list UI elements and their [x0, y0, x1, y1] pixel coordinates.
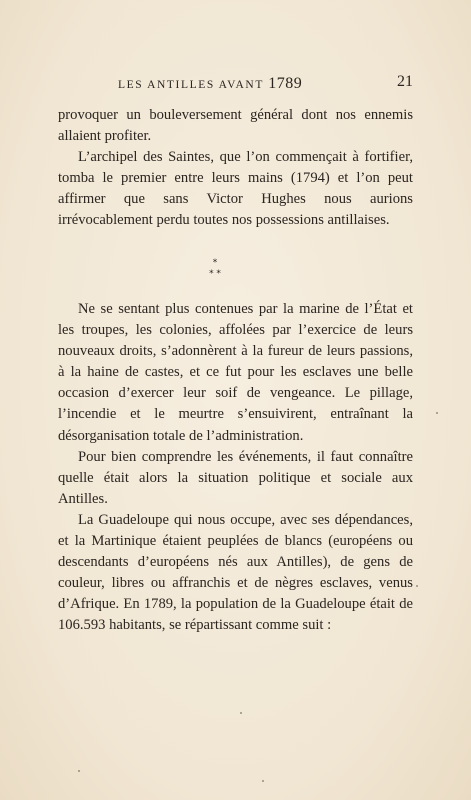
header-year: 1789 [268, 75, 303, 92]
asterism-bottom-stars: * * [209, 269, 221, 279]
paper-speck [78, 770, 80, 772]
section-break-asterism [195, 258, 235, 282]
paper-speck [436, 412, 438, 414]
paragraph: Pour bien comprendre les événements, il faut connaître quelle était alors la situation politique et sociale aux Antilles. [58, 448, 413, 507]
running-header [58, 75, 413, 95]
running-title-text: LES ANTILLES AVANT [118, 79, 264, 91]
paper-speck [262, 780, 264, 782]
paragraph: provoquer un bouleversement général dont nos ennemis allaient profiter. [58, 107, 413, 145]
paragraph: Ne se sentant plus contenues par la marine de l’État et les troupes, les colonies, affolées par l’exercice de leurs nouveaux droits, s’adonnèrent à la fureur de leurs passions, à la haine de castes, et ce fut pour les esclaves une belle occasion d’exercer leur soif de vengeance. Le pillage, l’incendie et le meurtre s’ensuivirent, entraînant la désorganisation totale de l’administration. [58, 301, 413, 444]
paragraph: La Guadeloupe qui nous occupe, avec ses dépendances, et la Martinique étaient peuplées de blancs (européens ou descendants d’européens nés aux Antilles), de gens de couleur, libres ou affranchis et de nègres esclaves, venus d’Afrique. En 1789, la population de la Guadeloupe était de 106.593 habitants, se répartissant comme suit : [58, 511, 413, 634]
paper-speck [416, 585, 418, 587]
text-block-before-break [58, 105, 413, 232]
paragraph: L’archipel des Saintes, que l’on commençait à fortifier, tomba le premier entre leurs mains (1794) et l’on peut affirmer que sans Victor Hughes nous aurions irrévocablement perdu toutes nos possessions antillaises. [58, 149, 413, 229]
running-title [118, 75, 302, 93]
asterism-top-star: * [212, 258, 218, 268]
text-block-after-break [58, 299, 413, 637]
paper-speck [240, 712, 242, 714]
page-number: 21 [397, 73, 413, 90]
